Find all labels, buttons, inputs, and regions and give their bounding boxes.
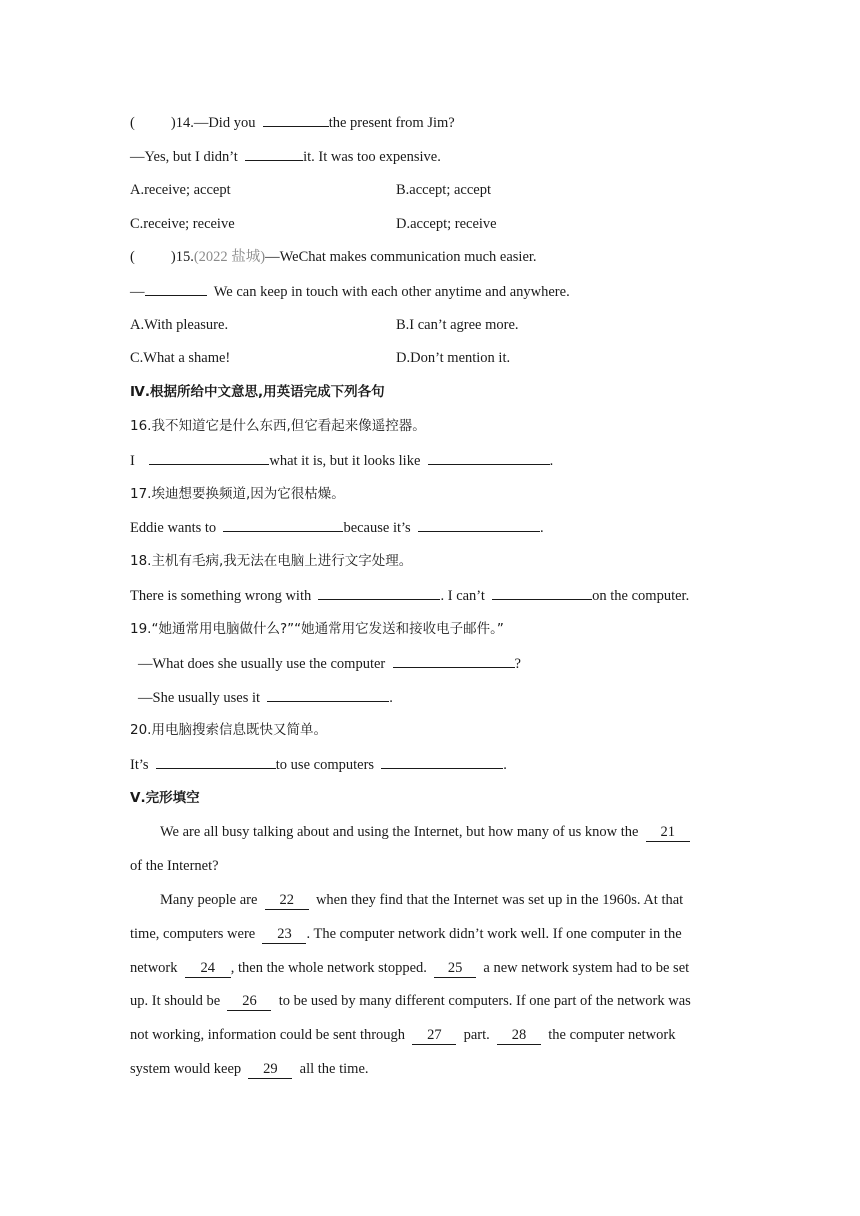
- blank: [318, 585, 440, 600]
- cloze-blank-24: 24: [185, 960, 231, 978]
- q14-option-a: A.receive; accept: [130, 182, 231, 198]
- cloze-blank-26: 26: [227, 993, 271, 1011]
- q16-english: I what it is, but it looks like .: [130, 450, 553, 471]
- q14-option-b: B.accept; accept: [396, 182, 491, 198]
- blank: [156, 754, 276, 769]
- blank: [145, 281, 207, 296]
- q15-option-a: A.With pleasure.: [130, 317, 229, 333]
- section-4-heading: Ⅳ.根据所给中文意思,用英语完成下列各句: [130, 384, 385, 400]
- q20-english: It’s to use computers .: [130, 754, 507, 775]
- cloze-para2-line6: system would keep 29 all the time.: [130, 1061, 369, 1077]
- q19-chinese: 19.“她通常用电脑做什么?”“她通常用它发送和接收电子邮件。”: [130, 621, 504, 637]
- cloze-blank-21: 21: [646, 824, 690, 842]
- q17-chinese: 17.埃迪想要换频道,因为它很枯燥。: [130, 486, 345, 502]
- q15-option-b: B.I can’t agree more.: [396, 317, 519, 333]
- q14-line: ( )14.—Did you the present from Jim?: [130, 112, 455, 133]
- q15-line2: — We can keep in touch with each other anytime and anywhere.: [130, 281, 570, 302]
- source-tag: (2022 盐城): [193, 249, 266, 265]
- cloze-blank-25: 25: [434, 960, 476, 978]
- cloze-blank-28: 28: [497, 1027, 541, 1045]
- cloze-para1-line1: We are all busy talking about and using the Internet, but how many of us know the 21: [160, 822, 690, 842]
- q15-line: ( )15.(2022 盐城)—WeChat makes communication much easier.: [130, 249, 537, 265]
- cloze-para2-line2: time, computers were 23 . The computer network didn’t work well. If one computer in the: [130, 926, 682, 942]
- cloze-para1-line2: of the Internet?: [130, 858, 219, 874]
- q15-option-d: D.Don’t mention it.: [396, 350, 511, 366]
- q20-chinese: 20.用电脑搜索信息既快又简单。: [130, 722, 327, 738]
- blank: [393, 653, 515, 668]
- q18-chinese: 18.主机有毛病,我无法在电脑上进行文字处理。: [130, 553, 413, 569]
- q15-option-c: C.What a shame!: [130, 350, 231, 366]
- blank: [418, 517, 540, 532]
- cloze-para2-line1: Many people are 22 when they find that the Internet was set up in the 1960s. At that: [160, 892, 684, 908]
- q17-english: Eddie wants to because it’s .: [130, 517, 544, 538]
- q16-chinese: 16.我不知道它是什么东西,但它看起来像遥控器。: [130, 418, 426, 434]
- q18-english: There is something wrong with . I can’t on the computer.: [130, 585, 689, 606]
- cloze-blank-23: 23: [262, 926, 306, 944]
- blank: [263, 112, 329, 127]
- cloze-blank-22: 22: [265, 892, 309, 910]
- q14-option-c: C.receive; receive: [130, 216, 235, 232]
- section-5-heading: Ⅴ.完形填空: [130, 790, 200, 806]
- blank: [428, 450, 550, 465]
- cloze-blank-27: 27: [412, 1027, 456, 1045]
- cloze-para2-line5: not working, information could be sent through 27 part. 28 the computer network: [130, 1027, 676, 1043]
- blank: [223, 517, 343, 532]
- blank: [149, 450, 269, 465]
- blank: [245, 146, 303, 161]
- cloze-para2-line4: up. It should be 26 to be used by many different computers. If one part of the network was: [130, 993, 691, 1009]
- q14-line2: —Yes, but I didn’t it. It was too expensive.: [130, 146, 441, 167]
- cloze-para2-line3: network 24 , then the whole network stopped. 25 a new network system had to be set: [130, 960, 690, 976]
- q14-option-d: D.accept; receive: [396, 216, 497, 232]
- cloze-blank-29: 29: [248, 1061, 292, 1079]
- blank: [381, 754, 503, 769]
- blank: [267, 687, 389, 702]
- q19-english-2: —She usually uses it .: [138, 687, 393, 708]
- blank: [492, 585, 592, 600]
- q19-english-1: —What does she usually use the computer ?: [138, 653, 521, 674]
